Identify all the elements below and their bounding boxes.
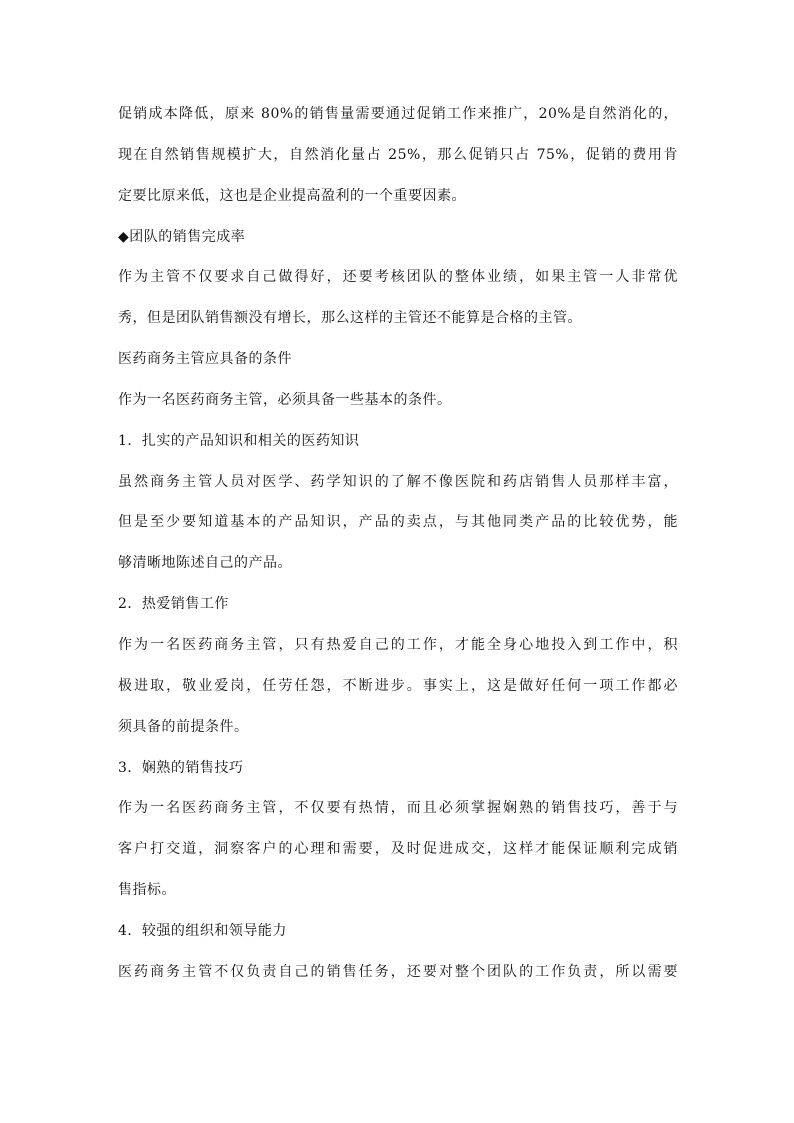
body-text-line: 售指标。 [118, 882, 176, 899]
body-text-line: 作为一名医药商务主管，只有热爱自己的工作，才能全身心地投入到工作中，积 [118, 636, 678, 653]
body-text-line: 医药商务主管不仅负责自己的销售任务，还要对整个团队的工作负责，所以需要 [118, 963, 678, 980]
body-text-line: 须具备的前提条件。 [118, 718, 249, 735]
bullet-heading: ◆团队的销售完成率 [118, 228, 246, 245]
body-text-line: 作为一名医药商务主管，不仅要有热情，而且必须掌握娴熟的销售技巧，善于与 [118, 800, 678, 817]
body-text-line: 客户打交道，洞察客户的心理和需要，及时促进成交，这样才能保证顺利完成销 [118, 841, 678, 858]
body-text-line: 虽然商务主管人员对医学、药学知识的了解不像医院和药店销售人员那样丰富， [118, 473, 678, 490]
body-text-line: 作为主管不仅要求自己做得好，还要考核团队的整体业绩，如果主管一人非常优 [118, 269, 678, 286]
section-heading: 医药商务主管应具备的条件 [118, 351, 292, 368]
body-text-line: 但是至少要知道基本的产品知识，产品的卖点，与其他同类产品的比较优势，能 [118, 514, 678, 531]
numbered-heading-4: 4．较强的组织和领导能力 [118, 922, 287, 939]
body-text-line: 促销成本降低，原来 80%的销售量需要通过促销工作来推广，20%是自然消化的， [118, 106, 678, 122]
body-text-line: 现在自然销售规模扩大，自然消化量占 25%，那么促销只占 75%，促销的费用肯 [118, 146, 678, 163]
body-text-line: 作为一名医药商务主管，必须具备一些基本的条件。 [118, 391, 452, 408]
body-text-line: 够清晰地陈述自己的产品。 [118, 555, 292, 572]
numbered-heading-1: 1．扎实的产品知识和相关的医药知识 [118, 432, 360, 449]
numbered-heading-2: 2．热爱销售工作 [118, 596, 229, 613]
body-text-line: 定要比原来低，这也是企业提高盈利的一个重要因素。 [118, 187, 466, 204]
body-text-line: 极进取，敬业爱岗，任劳任怨，不断进步。事实上，这是做好任何一项工作都必 [118, 677, 678, 694]
document-body [118, 100, 678, 999]
numbered-heading-3: 3．娴熟的销售技巧 [118, 759, 244, 776]
body-text-line: 秀，但是团队销售额没有增长，那么这样的主管还不能算是合格的主管。 [118, 310, 582, 327]
